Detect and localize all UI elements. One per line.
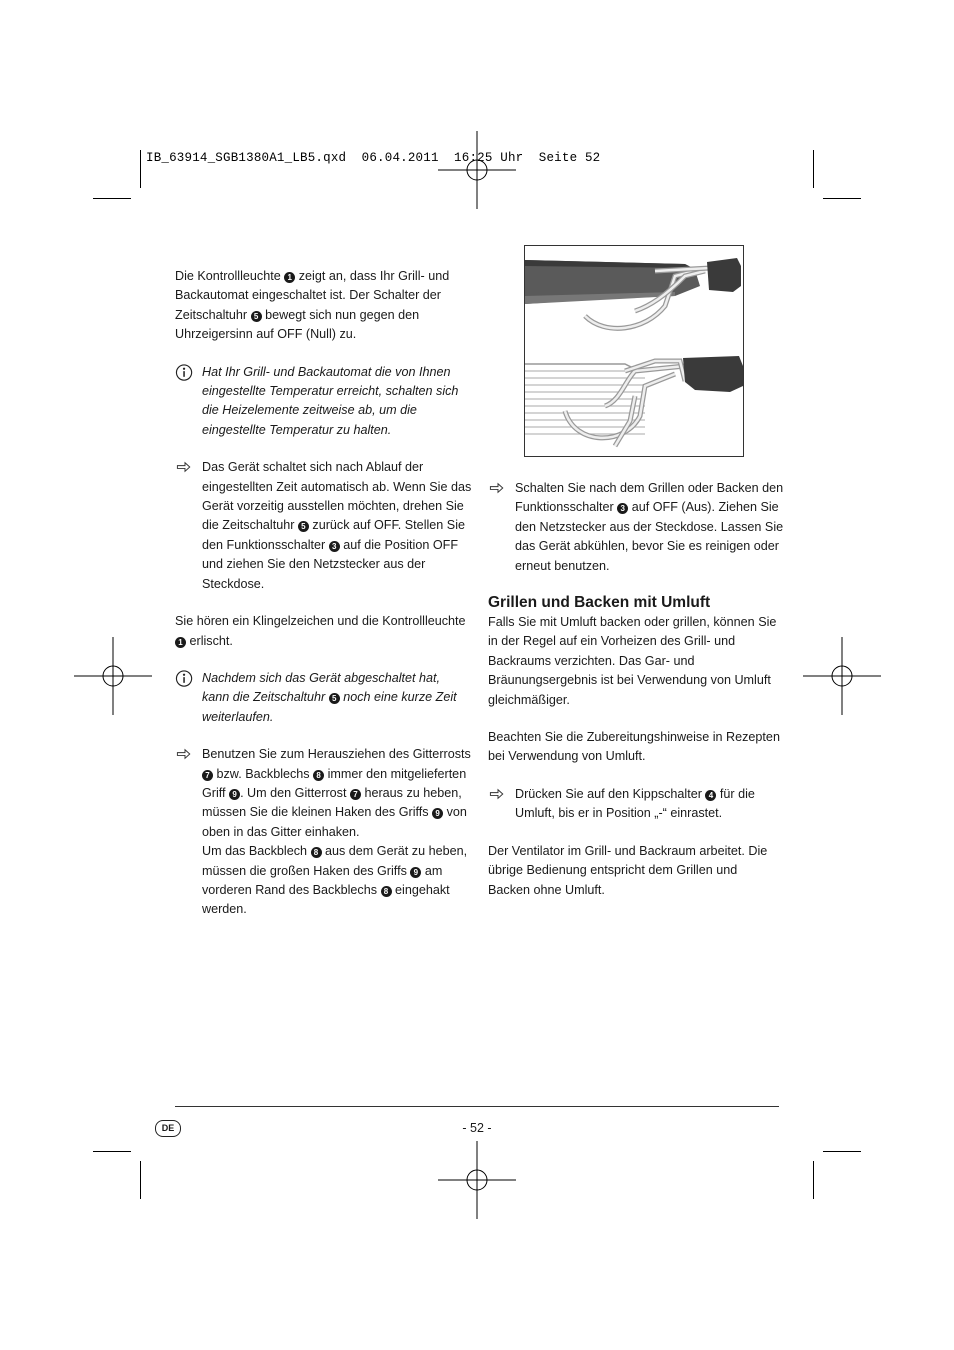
number-badge: 9 bbox=[410, 867, 421, 878]
registration-mark-right bbox=[803, 637, 881, 715]
number-badge: 7 bbox=[350, 789, 361, 800]
crop-mark bbox=[823, 198, 861, 199]
crop-mark bbox=[140, 150, 141, 188]
crop-mark bbox=[93, 1151, 131, 1152]
registration-mark-bottom bbox=[438, 1141, 516, 1219]
step-handle: Benutzen Sie zum Herausziehen des Gitterrosts 7 bzw. Backblechs 8 immer den mitgelieferten Griff 9 . Um den Gitterrost 7 heraus zu heben, müssen Sie die kleinen Haken des Griffs 9 von oben in das Gitter einhaken. Um das Backblech 8 aus dem Gerät zu heben, müssen die großen Haken des Griffs 9 am vorderen Rand des Backblechs 8 eingehakt werden. bbox=[175, 745, 472, 920]
number-badge: 7 bbox=[202, 770, 213, 781]
number-badge: 9 bbox=[432, 808, 443, 819]
arrow-right-icon bbox=[488, 479, 508, 498]
grill-handle-drawing bbox=[525, 246, 743, 456]
number-badge: 9 bbox=[229, 789, 240, 800]
info-note: Hat Ihr Grill- und Backautomat die von Ihnen eingestellte Temperatur erreicht, schalten sich die Heizelemente zeitweise ab, um die eingestellte Temperatur zu halten. bbox=[175, 363, 462, 441]
info-icon bbox=[175, 364, 195, 383]
number-badge: 8 bbox=[313, 770, 324, 781]
number-badge: 4 bbox=[705, 790, 716, 801]
crop-mark bbox=[813, 150, 814, 188]
left-column bbox=[175, 267, 475, 920]
paragraph-fan: Der Ventilator im Grill- und Backraum arbeitet. Die übrige Bedienung entspricht dem Grillen und Backen ohne Umluft. bbox=[488, 843, 768, 897]
arrow-right-icon bbox=[175, 458, 195, 477]
step-auto-off: Das Gerät schaltet sich nach Ablauf der eingestellten Zeit automatisch ab. Wenn Sie das Gerät vorzeitig ausstellen möchten, drehen Sie die Zeitschaltuhr 5 zurück auf OFF. Stellen Sie den Funktionsschalter 3 auf die Position OFF und ziehen Sie den Netzstecker aus der Steckdose. bbox=[175, 458, 472, 594]
registration-mark-top bbox=[438, 131, 516, 209]
number-badge: 5 bbox=[251, 311, 262, 322]
section-heading: Grillen und Backen mit Umluft bbox=[488, 594, 711, 612]
language-badge: DE bbox=[155, 1120, 181, 1137]
footer-rule bbox=[175, 1106, 779, 1107]
right-column bbox=[488, 479, 788, 900]
number-badge: 1 bbox=[175, 637, 186, 648]
handle-illustration bbox=[524, 245, 744, 457]
registration-mark-left bbox=[74, 637, 152, 715]
page-number: - 52 - bbox=[462, 1121, 492, 1135]
paragraph-bell: Sie hören ein Klingelzeichen und die Kontrollleuchte 1 erlischt. bbox=[175, 614, 466, 648]
paragraph-umluft-intro: Falls Sie mit Umluft backen oder grillen, können Sie in der Regel auf ein Vorheizen des Grill- und Backraums verzichten. Das Gar- und Bräunungsergebnis ist bei Verwendung von Umluft gleichmäßiger. bbox=[488, 615, 777, 707]
number-badge: 3 bbox=[617, 503, 628, 514]
step-toggle-switch: Drücken Sie auf den Kippschalter 4 für die Umluft, bis er in Position „-“ einrastet. bbox=[488, 785, 780, 824]
crop-mark bbox=[813, 1161, 814, 1199]
crop-mark bbox=[140, 1161, 141, 1199]
crop-mark bbox=[93, 198, 131, 199]
number-badge: 5 bbox=[298, 521, 309, 532]
crop-mark bbox=[823, 1151, 861, 1152]
info-icon bbox=[175, 670, 195, 689]
number-badge: 8 bbox=[311, 847, 322, 858]
number-badge: 5 bbox=[329, 693, 340, 704]
info-note: Nachdem sich das Gerät abgeschaltet hat, kann die Zeitschaltuhr 5 noch eine kurze Zeit weiterlaufen. bbox=[175, 669, 462, 727]
paragraph-control-lamp: Die Kontrollleuchte 1 zeigt an, dass Ihr Grill- und Backautomat eingeschaltet ist. Der Schalter der Zeitschaltuhr 5 bewegt sich nun gegen den Uhrzeigersinn auf OFF (Null) zu. bbox=[175, 269, 450, 342]
number-badge: 8 bbox=[381, 886, 392, 897]
file-slug: IB_63914_SGB1380A1_LB5.qxd 06.04.2011 16:25 Uhr Seite 52 bbox=[146, 151, 601, 165]
number-badge: 1 bbox=[284, 272, 295, 283]
arrow-right-icon bbox=[175, 745, 195, 764]
number-badge: 3 bbox=[329, 541, 340, 552]
paragraph-recipes: Beachten Sie die Zubereitungshinweise in Rezepten bei Verwendung von Umluft. bbox=[488, 730, 780, 764]
arrow-right-icon bbox=[488, 785, 508, 804]
step-switch-off: Schalten Sie nach dem Grillen oder Backen den Funktionsschalter 3 auf OFF (Aus). Ziehen Sie den Netzstecker aus der Steckdose. Lassen Sie das Gerät abkühlen, bevor Sie es reinigen oder erneut benutzen. bbox=[488, 479, 788, 576]
